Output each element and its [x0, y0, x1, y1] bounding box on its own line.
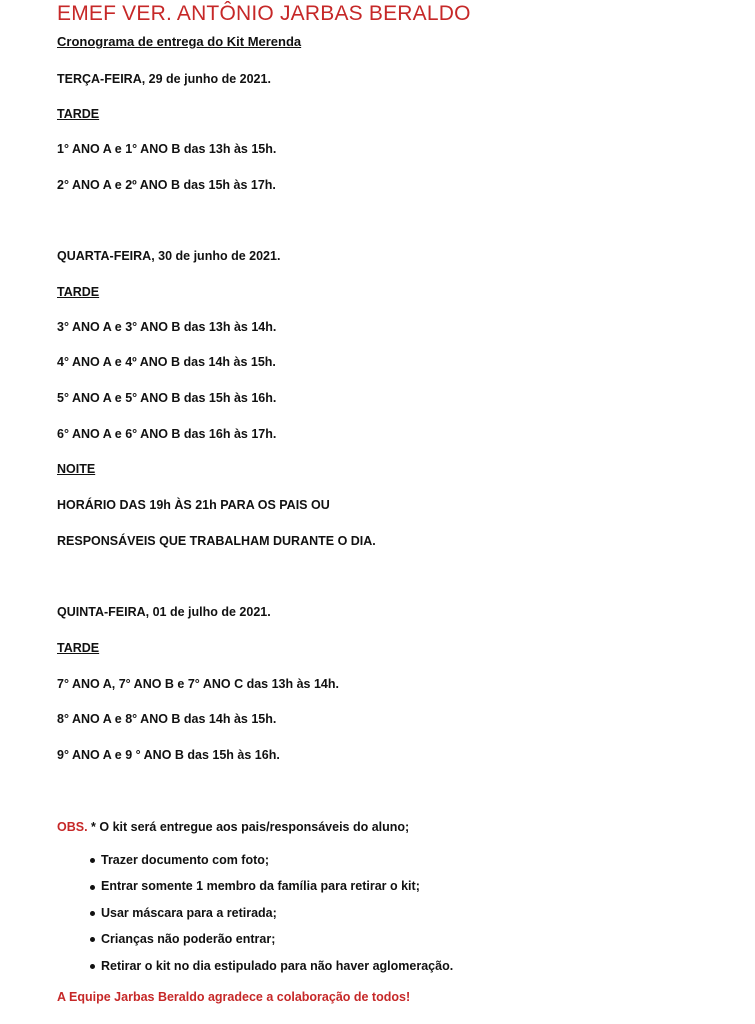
- bullet-text: Trazer documento com foto;: [101, 853, 270, 867]
- page-subtitle: Cronograma de entrega do Kit Merenda: [57, 34, 302, 49]
- obs-line: [57, 820, 409, 834]
- bullet-icon: [90, 964, 95, 969]
- day-2-date: QUARTA-FEIRA, 30 de junho de 2021.: [57, 249, 281, 263]
- bullet-text: Entrar somente 1 membro da família para retirar o kit;: [101, 879, 420, 894]
- bullet-text: Retirar o kit no dia estipulado para não haver aglomeração.: [101, 958, 454, 973]
- list-item: [90, 959, 453, 985]
- list-item: [90, 932, 453, 958]
- schedule-line: 6° ANO A e 6° ANO B das 16h às 17h.: [57, 427, 277, 441]
- bullet-icon: [90, 858, 95, 863]
- list-item: [90, 906, 453, 932]
- night-line: HORÁRIO DAS 19h ÀS 21h PARA OS PAIS OU: [57, 498, 330, 512]
- day-3-period: TARDE: [57, 641, 100, 655]
- night-line: RESPONSÁVEIS QUE TRABALHAM DURANTE O DIA.: [57, 534, 376, 548]
- day-2-period: TARDE: [57, 285, 100, 299]
- day-3-date: QUINTA-FEIRA, 01 de julho de 2021.: [57, 605, 271, 619]
- list-item: [90, 853, 453, 879]
- day-1-period: TARDE: [57, 107, 100, 121]
- obs-bullet-list: [90, 853, 453, 985]
- bullet-icon: [90, 937, 95, 942]
- schedule-line: 2° ANO A e 2º ANO B das 15h às 17h.: [57, 178, 276, 192]
- schedule-line: 4° ANO A e 4º ANO B das 14h às 15h.: [57, 355, 276, 369]
- bullet-icon: [90, 911, 95, 916]
- list-item: [90, 879, 453, 905]
- schedule-line: 5° ANO A e 5° ANO B das 15h às 16h.: [57, 391, 277, 405]
- schedule-line: 7° ANO A, 7° ANO B e 7° ANO C das 13h às 14h.: [57, 677, 339, 691]
- schedule-line: 3° ANO A e 3° ANO B das 13h às 14h.: [57, 320, 277, 334]
- page-title: EMEF VER. ANTÔNIO JARBAS BERALDO: [57, 2, 471, 25]
- schedule-line: 8° ANO A e 8° ANO B das 14h às 15h.: [57, 712, 277, 726]
- obs-label: OBS.: [57, 820, 88, 834]
- bullet-text: Crianças não poderão entrar;: [101, 932, 276, 947]
- obs-text: * O kit será entregue aos pais/responsáveis do aluno;: [87, 820, 410, 834]
- schedule-line: 9° ANO A e 9 ° ANO B das 15h às 16h.: [57, 748, 280, 762]
- footer-thanks: A Equipe Jarbas Beraldo agradece a colaboração de todos!: [57, 990, 411, 1004]
- bullet-text: Usar máscara para a retirada;: [101, 905, 277, 920]
- bullet-icon: [90, 885, 95, 890]
- day-1-date: TERÇA-FEIRA, 29 de junho de 2021.: [57, 72, 271, 86]
- schedule-line: 1° ANO A e 1° ANO B das 13h às 15h.: [57, 142, 277, 156]
- day-2-period-night: NOITE: [57, 462, 96, 476]
